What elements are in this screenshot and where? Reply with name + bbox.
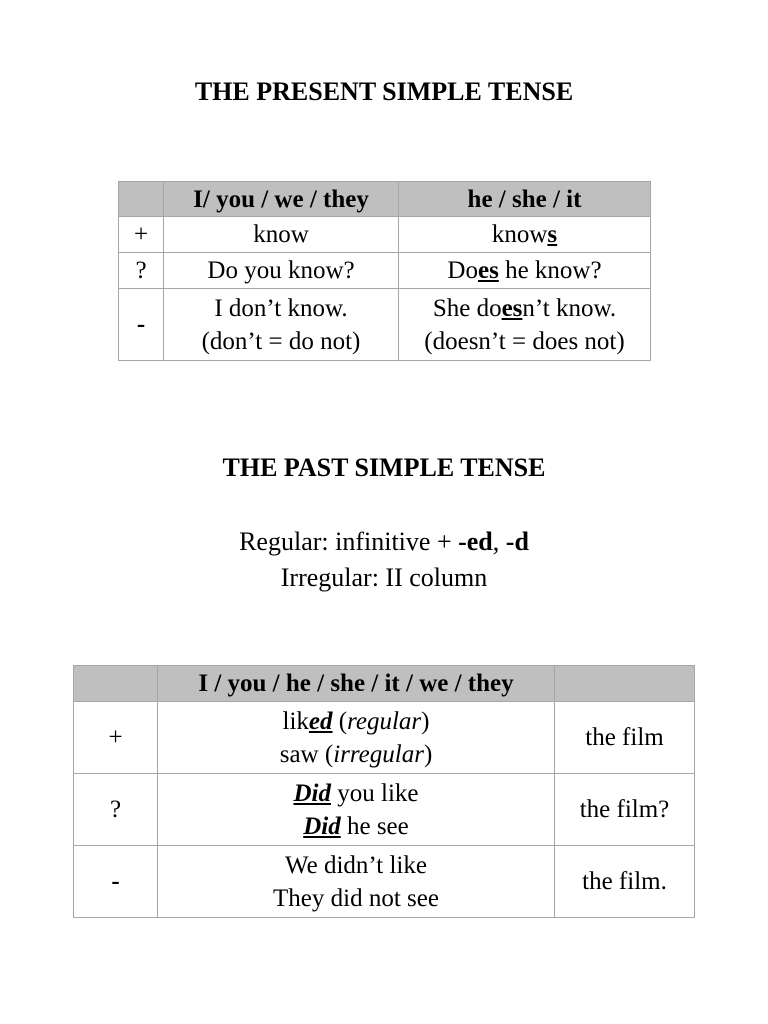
negative-line2: They did not see bbox=[273, 884, 439, 912]
aux-stem: Do bbox=[447, 257, 478, 284]
table-row-question bbox=[119, 253, 651, 289]
cell-affirmative-verbs bbox=[158, 702, 555, 774]
negative-start: She do bbox=[432, 294, 502, 322]
question-rest: he know? bbox=[498, 257, 602, 284]
negative-plural-line1: I don’t know. bbox=[214, 294, 348, 322]
paren-close: ) bbox=[421, 707, 430, 735]
cell-question-object: the film? bbox=[555, 774, 695, 846]
sign-minus: - bbox=[119, 289, 164, 361]
negative-rest: n’t know. bbox=[522, 294, 617, 322]
past-simple-table bbox=[73, 665, 695, 918]
header-sign-cell bbox=[119, 182, 164, 217]
negative-line1: We didn’t like bbox=[285, 851, 427, 879]
ending-es: es bbox=[501, 294, 523, 322]
ending-ed: -ed bbox=[458, 527, 493, 556]
present-simple-table bbox=[118, 181, 651, 361]
affirmative-line2 bbox=[161, 738, 551, 771]
ending-ed: ed bbox=[308, 707, 333, 735]
table-header-row bbox=[74, 666, 695, 702]
cell-question-verbs bbox=[158, 774, 555, 846]
sign-plus: + bbox=[119, 217, 164, 253]
affirmative-line1 bbox=[161, 705, 551, 738]
table-row-negative bbox=[119, 289, 651, 361]
table-header-row bbox=[119, 182, 651, 217]
cell-negative-verbs bbox=[158, 846, 555, 918]
cell-negative-plural bbox=[164, 289, 399, 361]
sign-question: ? bbox=[119, 253, 164, 289]
negative-singular-line2: (doesn’t = does not) bbox=[424, 327, 625, 355]
formation-rules bbox=[0, 524, 768, 596]
cell-affirmative-singular bbox=[399, 217, 651, 253]
table-row-negative bbox=[74, 846, 695, 918]
ending-d: -d bbox=[505, 527, 529, 556]
cell-negative-singular bbox=[399, 289, 651, 361]
table-row-affirmative bbox=[119, 217, 651, 253]
regular-note: regular bbox=[347, 707, 422, 735]
irregular-rule: Irregular: II column bbox=[280, 563, 488, 592]
separator: , bbox=[492, 527, 506, 556]
paren-close: ) bbox=[423, 740, 433, 768]
present-simple-title: THE PRESENT SIMPLE TENSE bbox=[194, 77, 574, 106]
regular-rule bbox=[0, 524, 768, 560]
cell-question-singular bbox=[399, 253, 651, 289]
sign-minus: - bbox=[74, 846, 158, 918]
cell-affirmative-plural: know bbox=[164, 217, 399, 253]
verb-stem: lik bbox=[282, 707, 309, 735]
aux-did: Did bbox=[293, 779, 331, 807]
question-rest: he see bbox=[340, 812, 409, 840]
irregular-note: irregular bbox=[333, 740, 424, 768]
cell-negative-object: the film. bbox=[555, 846, 695, 918]
cell-affirmative-object: the film bbox=[555, 702, 695, 774]
table-row-affirmative bbox=[74, 702, 695, 774]
regular-rule-text: Regular: infinitive + bbox=[239, 527, 459, 556]
question-line2 bbox=[161, 810, 551, 843]
ending-s: s bbox=[547, 221, 558, 248]
question-rest: you like bbox=[331, 779, 419, 807]
header-singular-subjects: he / she / it bbox=[399, 182, 651, 217]
header-object-cell bbox=[555, 666, 695, 702]
negative-singular-line1 bbox=[402, 292, 647, 325]
sign-plus: + bbox=[74, 702, 158, 774]
past-simple-title: THE PAST SIMPLE TENSE bbox=[222, 453, 546, 482]
table-row-question bbox=[74, 774, 695, 846]
ending-es: es bbox=[477, 257, 499, 284]
negative-plural-line2: (don’t = do not) bbox=[201, 327, 361, 355]
paren-open: ( bbox=[332, 707, 348, 735]
aux-did: Did bbox=[303, 812, 341, 840]
header-all-subjects: I / you / he / she / it / we / they bbox=[158, 666, 555, 702]
header-sign-cell bbox=[74, 666, 158, 702]
sign-question: ? bbox=[74, 774, 158, 846]
cell-question-plural: Do you know? bbox=[164, 253, 399, 289]
irregular-verb: saw ( bbox=[279, 740, 334, 768]
verb-stem: know bbox=[491, 221, 548, 248]
header-plural-subjects: I/ you / we / they bbox=[164, 182, 399, 217]
question-line1 bbox=[161, 777, 551, 810]
